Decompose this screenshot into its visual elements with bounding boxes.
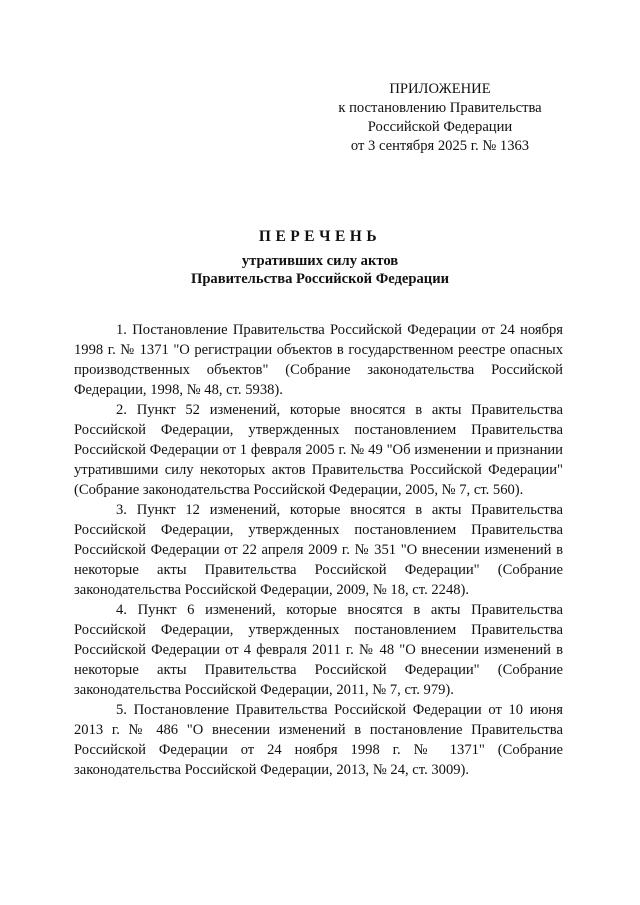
list-item: 5. Постановление Правительства Российской Федерации от 10 июня 2013 г. № 486 "О внесении изменений в постановление Правительства Российской Федерации от 24 ноября 1998 г. № 1371" (Собрание законодательства Российской Федерации, 2013, № 24, ст. 3009). [74,702,563,778]
annex-issuer: Российской Федерации [367,119,513,135]
subtitle-line-2: Правительства Российской Федерации [190,271,450,287]
list-item: 2. Пункт 52 изменений, которые вносятся в акты Правительства Российской Федерации, утвержденных постановлением Правительства Российской Федерации от 1 февраля 2005 г. № 49 "Об изменении и признании утратившими силу некоторых актов Правительства Российской Федерации" (Собрание законодательства Российской Федерации, 2005, № 7, ст. 560). [74,402,563,498]
list-item: 1. Постановление Правительства Российской Федерации от 24 ноября 1998 г. № 1371 "О регистрации объектов в государственном реестре опасных производственных объектов" (Собрание законодательства Российской Федерации, 1998, № 48, ст. 5938). [74,322,563,398]
annex-label: ПРИЛОЖЕНИЕ [389,81,491,97]
list-item: 4. Пункт 6 изменений, которые вносятся в акты Правительства Российской Федерации, утвержденных постановлением Правительства Российской Федерации от 4 февраля 2011 г. № 48 "О внесении изменений в некоторые акты Правительства Российской Федерации" (Собрание законодательства Российской Федерации, 2011, № 7, ст. 979). [74,602,563,698]
acts-list [74,320,563,780]
annex-date-number: от 3 сентября 2025 г. № 1363 [350,138,530,154]
annex-reference: к постановлению Правительства [338,100,542,116]
list-item: 3. Пункт 12 изменений, которые вносятся в акты Правительства Российской Федерации, утвержденных постановлением Правительства Российской Федерации от 22 апреля 2009 г. № 351 "О внесении изменений в некоторые акты Правительства Российской Федерации" (Собрание законодательства Российской Федерации, 2009, № 18, ст. 2248). [74,502,563,598]
subtitle-line-1: утративших силу актов [241,253,399,269]
annex-header [335,80,545,156]
document-title: ПЕРЕЧЕНЬ [258,228,382,245]
document-subtitle [0,252,640,288]
